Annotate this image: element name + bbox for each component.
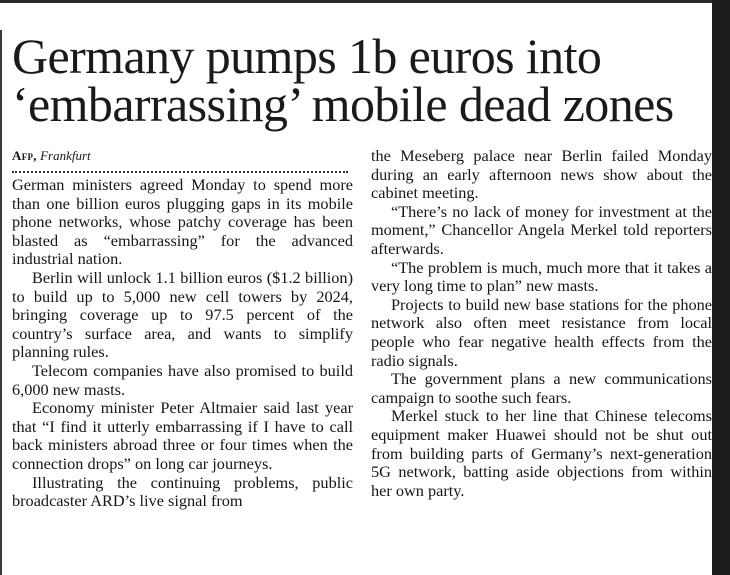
paragraph: Illustrating the continuing problems, public broadcaster ARD’s live signal from	[12, 472, 353, 511]
headline-line: Germany pumps 1b euros into	[12, 28, 602, 84]
paragraph: Merkel stuck to her line that Chinese telecoms equipment maker Huawei should not be shut out from building parts of Germany’s next-generation 5G network, batting aside objections from within her own party.	[371, 406, 712, 500]
top-border-rule	[0, 0, 712, 3]
paragraph: Economy minister Peter Altmaier said last year that “I find it utterly embarrassing if I have to call back ministers abroad three or four times when the connection drops” on long car journeys.	[12, 398, 353, 473]
left-border-rule	[0, 30, 2, 575]
paragraph: Projects to build new base stations for the phone network also often meet resistance from local people who fear negative health effects from the radio signals.	[371, 294, 712, 370]
paragraph: the Meseberg palace near Berlin failed Monday during an early afternoon news show about the cabinet meeting.	[371, 146, 712, 203]
dotted-separator	[12, 171, 348, 173]
byline	[12, 147, 353, 165]
byline-place: Frankfurt	[40, 148, 91, 163]
byline-agency: Afp,	[12, 148, 37, 163]
paragraph: German ministers agreed Monday to spend more than one billion euros plugging gaps in its mobile phone networks, whose patchy coverage has been blasted as “embarrassing” for the advanced industrial nation.	[12, 175, 353, 269]
article-column-left	[12, 147, 353, 511]
article-column-right	[371, 147, 712, 500]
headline	[12, 28, 717, 132]
headline-line: ‘embarrassing’ mobile dead zones	[12, 76, 674, 132]
paragraph: “There’s no lack of money for investment at the moment,” Chancellor Angela Merkel told reporters afterwards.	[371, 201, 712, 258]
paragraph: The government plans a new communications campaign to soothe such fears.	[371, 369, 712, 407]
paragraph: “The problem is much, much more that it takes a very long time to plan” new masts.	[371, 257, 712, 296]
paragraph: Berlin will unlock 1.1 billion euros ($1.2 billion) to build up to 5,000 new cell towers by 2024, bringing coverage up to 97.5 percent of the country’s surface area, and wants to simplify planning rules.	[12, 267, 353, 362]
paragraph: Telecom companies have also promised to build 6,000 new masts.	[12, 360, 353, 399]
